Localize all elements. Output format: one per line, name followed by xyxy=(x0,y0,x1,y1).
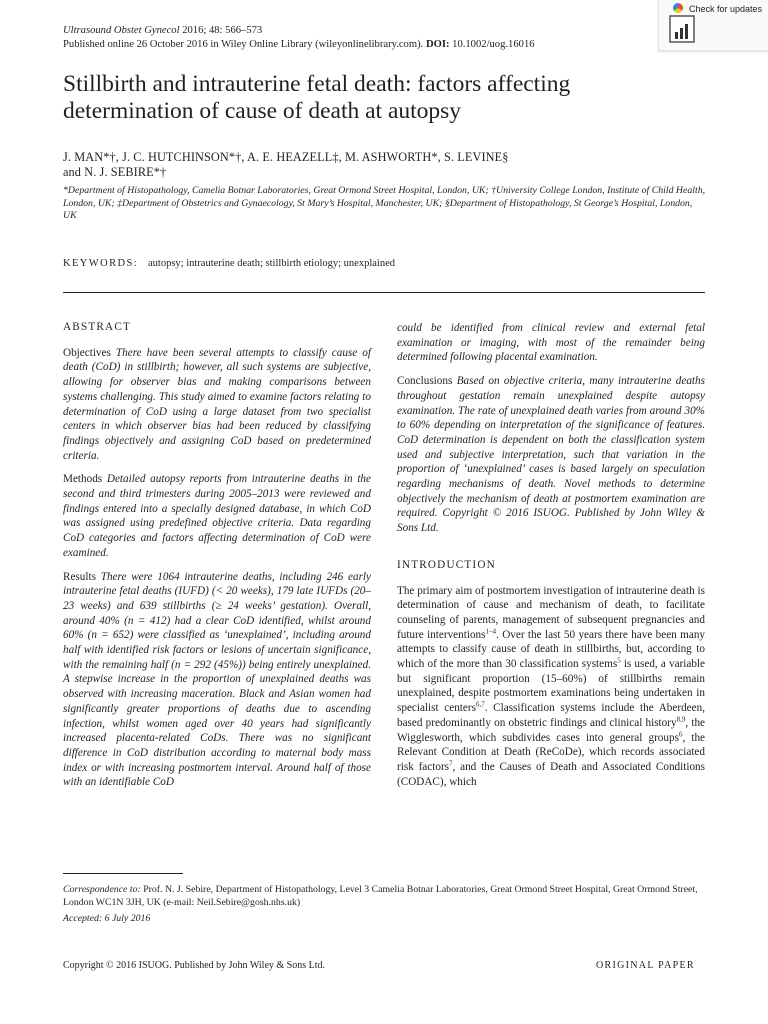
objectives-label: Objectives xyxy=(63,346,111,359)
methods-text: Detailed autopsy reports from intrauterine deaths in the second and third trimesters during 2005–2013 were reviewed and findings entered into a specially designed database, in which CoD was assigned using predefined objective criteria. Data regarding CoD categories and factors affecting determination of CoD were examined. xyxy=(63,473,371,559)
check-for-updates-label: Check for updates xyxy=(689,4,763,14)
title-line-2: determination of cause of death at autopsy xyxy=(63,98,462,124)
introduction-paragraph xyxy=(397,584,705,790)
keywords-label: KEYWORDS: xyxy=(63,258,139,269)
abstract-heading: ABSTRACT xyxy=(63,321,132,333)
right-column xyxy=(397,321,705,798)
citation-ref[interactable]: 7 xyxy=(449,759,453,768)
citation-ref[interactable]: 8,9 xyxy=(676,715,686,724)
article-title xyxy=(63,71,663,125)
intro-text-g: , and the Causes of Death and Associated Conditions (CODAC), which xyxy=(397,760,705,788)
doi-label: DOI: xyxy=(425,39,450,50)
objectives-text: There have been several attempts to classify cause of death (CoD) in stillbirth; however, all such systems are subjective, allowing for observer bias and making comparisons between systems challenging. This study aimed to examine factors relating to determination of CoD using a large dataset from two specialist centers in which observer bias had been reduced by classifying findings objectively and assigning CoD based on predetermined criteria. xyxy=(63,346,372,462)
publication-info: Published online 26 October 2016 in Wiley Online Library (wileyonlinelibrary.com). xyxy=(63,39,424,50)
results-text: There were 1064 intrauterine deaths, including 246 early intrauterine fetal deaths (IUFD) (< 20 weeks), 179 late IUFDs (20–23 weeks) and 639 stillbirths (≥ 24 weeks’ gestation). Overall, around 40% (n = 412) had a clear CoD identified, whilst around 60% (n = 652) were classified as ‘unexplained’, including around half with identified risk factors or lesions of uncertain significance, with the remaining half (n = 292 (45%)) being entirely unexplained. A stepwise increase in the proportion of unexplained deaths was observed with increasing maceration. Black and Asian women had significantly greater proportions of deaths due to ascending infection, whilst women aged over 40 years had significantly increased placenta-related CoDs. There was no significant difference in CoD distribution according to maternal body mass index or with increasing postmortem interval. Around half of those with an identifiable CoD xyxy=(63,570,372,789)
left-column xyxy=(63,320,371,799)
keywords xyxy=(63,258,395,269)
citation-ref[interactable]: 5 xyxy=(617,656,621,665)
introduction-heading: INTRODUCTION xyxy=(397,558,496,571)
correspondence-note xyxy=(63,883,708,925)
conclusions-text: Based on objective criteria, many intrauterine deaths throughout gestation remain unexplained despite autopsy examination. The rate of unexplained death varies from around 30% to 60% depending on interpretation of the significance of features. CoD determination is dependent on both the classification system used and subjective interpretation, such that variation in the proportion of ‘unexplained’ cases is based largely on speculation regarding mechanisms of death. Novel methods to determine objectively the mechanism of death at postmortem examination are required. Copyright © 2016 ISUOG. Published by John Wiley & Sons Ltd. xyxy=(397,375,705,535)
abstract-results xyxy=(63,570,371,791)
crossmark-logo-icon xyxy=(673,3,683,13)
conclusions-label: Conclusions xyxy=(397,375,453,388)
journal-citation: 2016; 48: 566–573 xyxy=(182,25,263,36)
doi[interactable]: 10.1002/uog.16016 xyxy=(452,39,535,50)
divider xyxy=(63,292,705,293)
abstract-methods xyxy=(63,472,371,560)
intro-text-d: . Classification systems include the Aberdeen, based predominantly on obstetric findings and clinical history xyxy=(397,702,705,729)
intro-text-c: is used, a variable but significant proportion (15–60%) of stillbirths remain unexplained, despite postmortem examinations being undertaken in specialist centers xyxy=(397,658,705,715)
title-line-1: Stillbirth and intrauterine fetal death: factors affecting xyxy=(63,71,571,97)
journal-header xyxy=(63,24,663,52)
methods-label: Methods xyxy=(63,473,103,486)
abstract-conclusions xyxy=(397,374,705,536)
abstract-results-continued: could be identified from clinical review and external fetal examination or imaging, with most of the remainder being determined following placental examination. xyxy=(397,322,705,364)
intro-text-f: , the Relevant Condition at Death (ReCoDe), which records associated risk factors xyxy=(397,731,706,773)
article-type: ORIGINAL PAPER xyxy=(596,960,695,971)
authors-line-1: J. MAN*†, J. C. HUTCHINSON*†, A. E. HEAZELL‡, M. ASHWORTH*, S. LEVINE§ xyxy=(63,150,509,164)
footer-copyright: Copyright © 2016 ISUOG. Published by John Wiley & Sons Ltd. xyxy=(63,960,326,971)
footnote-divider xyxy=(63,873,183,874)
correspondence-label: Correspondence to: xyxy=(63,884,141,895)
check-for-updates-button[interactable] xyxy=(658,0,768,51)
accepted-date: Accepted: 6 July 2016 xyxy=(63,913,151,924)
journal-name: Ultrasound Obstet Gynecol xyxy=(63,25,180,36)
citation-ref[interactable]: 6,7 xyxy=(475,700,485,709)
document-updates-icon xyxy=(667,14,697,44)
intro-text-e: , the Wigglesworth, which subdivides cases into general groups xyxy=(397,716,705,744)
keywords-text: autopsy; intrauterine death; stillbirth etiology; unexplained xyxy=(148,258,396,269)
abstract-objectives xyxy=(63,346,371,464)
authors-line-2: and N. J. SEBIRE*† xyxy=(63,165,167,179)
intro-text-b: . Over the last 50 years there have been many attempts to classify cause of death in stillbirths, but, according to which of the more than 30 classification systems xyxy=(397,628,706,671)
results-label: Results xyxy=(63,570,96,583)
citation-ref[interactable]: 6 xyxy=(678,729,683,738)
citation-ref[interactable]: 1–4 xyxy=(485,626,497,635)
correspondence-text: Prof. N. J. Sebire, Department of Histopathology, Level 3 Camelia Botnar Laboratories, Great Ormond Street Hospital, Great Ormond Street, London WC1N 3JH, UK (e-mail: Neil.Sebire@gosh.nhs.uk) xyxy=(63,884,698,908)
author-list xyxy=(63,150,703,180)
intro-text-a: The primary aim of postmortem investigation of intrauterine death is determination of cause and mechanism of death, to facilitate counseling of parents, management of subsequent pregnancies and future interventions xyxy=(397,584,705,641)
affiliations: *Department of Histopathology, Camelia Botnar Laboratories, Great Ormond Street Hospital, London, UK; †University College London, Institute of Child Health, London, UK; ‡Department of Obstetrics and Gynaecology, St Mary’s Hospital, Manchester, UK; §Department of Histopathology, St George’s Hospital, London, UK xyxy=(63,185,706,221)
